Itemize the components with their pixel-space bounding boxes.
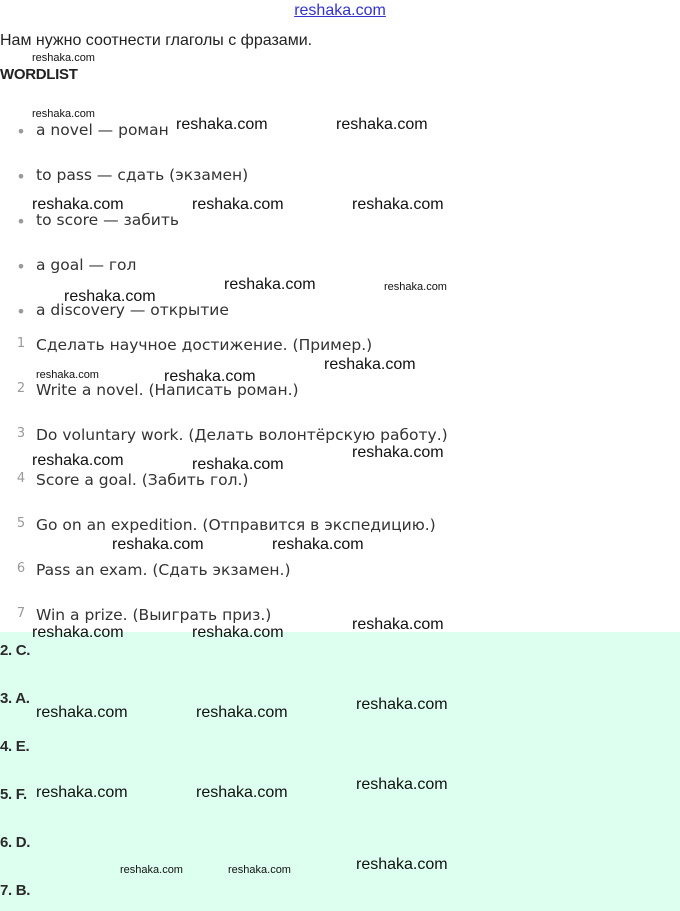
watermark: reshaka.com	[324, 356, 416, 373]
watermark: reshaka.com	[192, 456, 284, 473]
answer-line: 2. C.	[0, 642, 31, 659]
watermark: reshaka.com	[352, 196, 444, 213]
watermark: reshaka.com	[164, 368, 256, 385]
watermark: reshaka.com	[176, 116, 268, 133]
item-number: 5	[16, 516, 26, 531]
watermark: reshaka.com	[32, 196, 124, 213]
site-link[interactable]: reshaka.com	[294, 2, 386, 19]
intro-text: Нам нужно соотнести глаголы с фразами.	[0, 32, 313, 49]
watermark: reshaka.com	[112, 536, 204, 553]
watermark: reshaka.com	[356, 776, 448, 793]
bullet-icon: •	[16, 167, 26, 186]
watermark: reshaka.com	[36, 784, 128, 801]
watermark: reshaka.com	[352, 444, 444, 461]
item-number: 7	[16, 606, 26, 621]
wordlist-heading: WORDLIST	[0, 66, 78, 83]
watermark: reshaka.com	[192, 196, 284, 213]
bullet-icon: •	[16, 122, 26, 141]
watermark: reshaka.com	[36, 704, 128, 721]
watermark: reshaka.com	[356, 856, 448, 873]
answer-line: 4. E.	[0, 738, 30, 755]
watermark: reshaka.com	[224, 276, 316, 293]
watermark: reshaka.com	[336, 116, 428, 133]
answers-panel	[0, 632, 680, 911]
answer-line: 6. D.	[0, 834, 31, 851]
watermark: reshaka.com	[32, 452, 124, 469]
item-number: 6	[16, 561, 26, 576]
watermark: reshaka.com	[196, 784, 288, 801]
item-number: 2	[16, 381, 26, 396]
watermark: reshaka.com	[192, 624, 284, 641]
item-number: 3	[16, 426, 26, 441]
bullet-icon: •	[16, 257, 26, 276]
watermark: reshaka.com	[384, 281, 447, 293]
item-number: 1	[16, 336, 26, 351]
watermark: reshaka.com	[228, 864, 291, 876]
watermark: reshaka.com	[356, 696, 448, 713]
watermark: reshaka.com	[32, 624, 124, 641]
watermark: reshaka.com	[196, 704, 288, 721]
watermark: reshaka.com	[36, 369, 99, 381]
answer-line: 5. F.	[0, 786, 27, 803]
watermark: reshaka.com	[272, 536, 364, 553]
watermark: reshaka.com	[352, 616, 444, 633]
watermark: reshaka.com	[32, 108, 95, 120]
answer-line: 3. A.	[0, 690, 30, 707]
item-number: 4	[16, 471, 26, 486]
watermark: reshaka.com	[32, 52, 95, 64]
watermark: reshaka.com	[64, 288, 156, 305]
answer-line: 7. B.	[0, 882, 31, 899]
bullet-icon: •	[16, 212, 26, 231]
bullet-icon: •	[16, 302, 26, 321]
watermark: reshaka.com	[120, 864, 183, 876]
